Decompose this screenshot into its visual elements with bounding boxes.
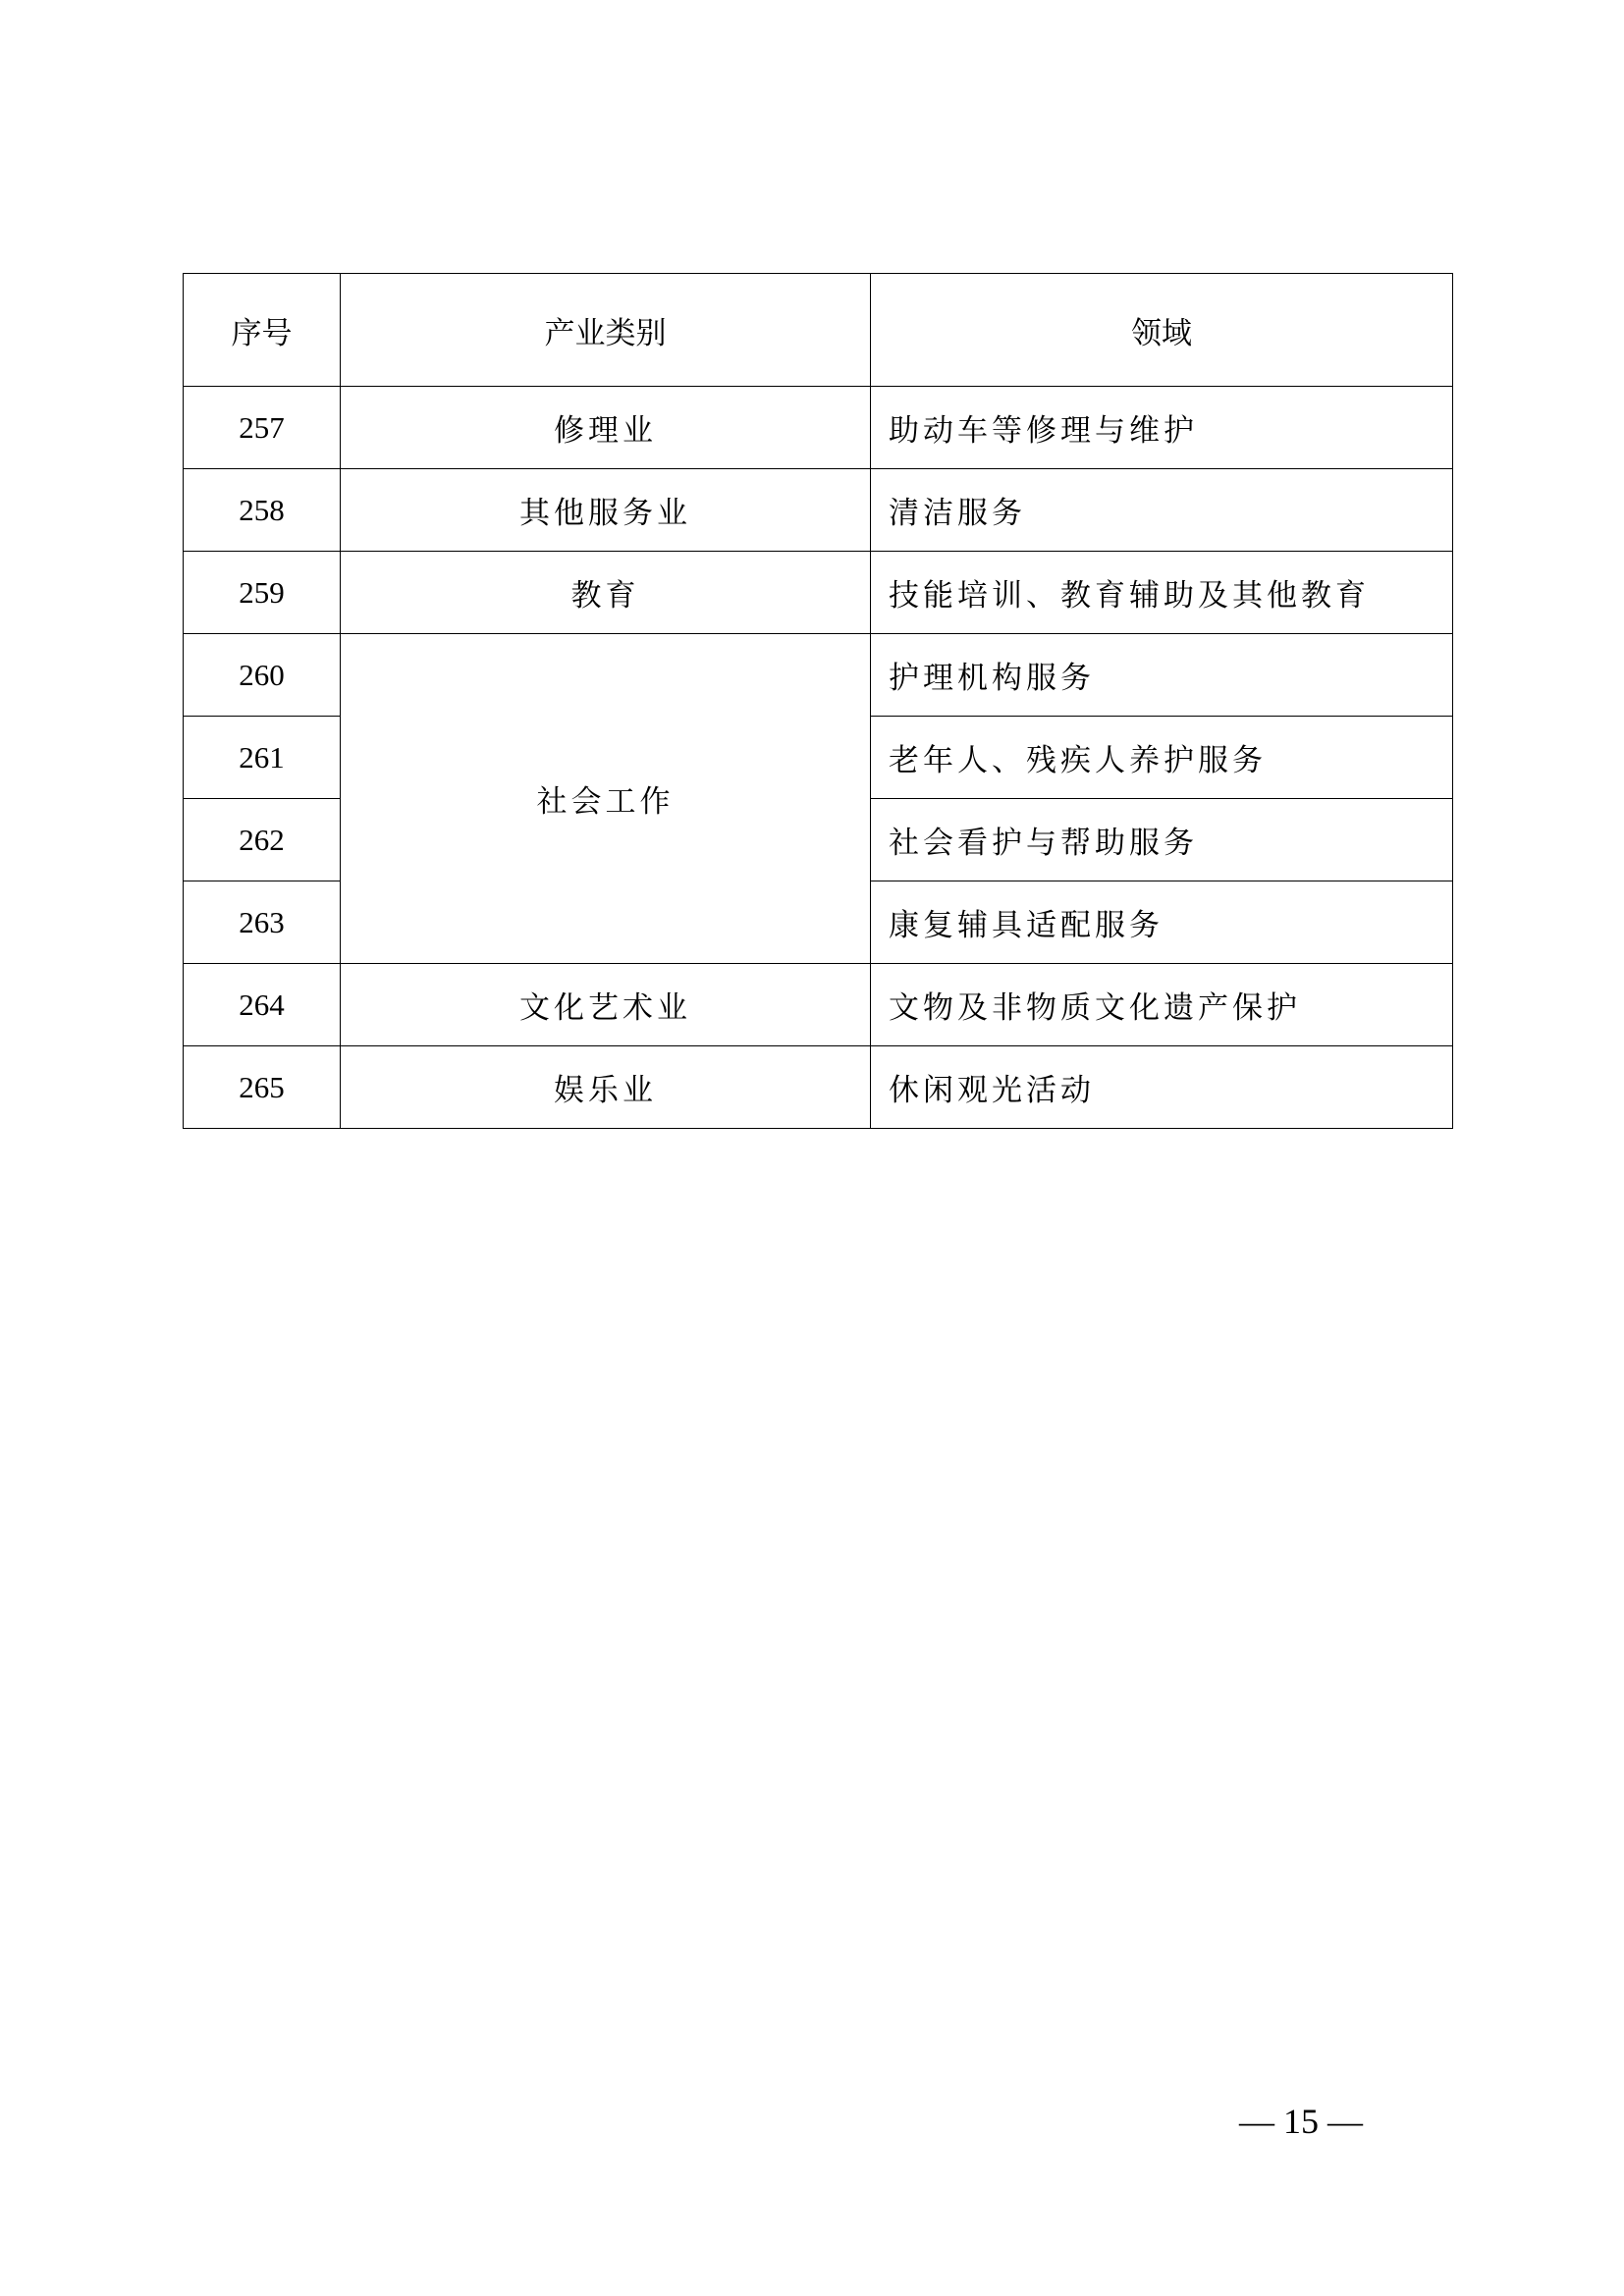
header-field: 领域	[871, 274, 1453, 387]
row-field: 助动车等修理与维护	[871, 387, 1453, 469]
row-index: 258	[184, 469, 341, 552]
industry-table	[183, 273, 1453, 1129]
header-category: 产业类别	[341, 274, 871, 387]
header-index: 序号	[184, 274, 341, 387]
row-field: 康复辅具适配服务	[871, 881, 1453, 964]
table-row	[184, 1046, 1453, 1129]
row-index: 265	[184, 1046, 341, 1129]
row-category: 娱乐业	[341, 1046, 871, 1129]
table-row	[184, 634, 1453, 717]
row-index: 262	[184, 799, 341, 881]
table-row	[184, 552, 1453, 634]
row-field: 休闲观光活动	[871, 1046, 1453, 1129]
row-field: 护理机构服务	[871, 634, 1453, 717]
row-index: 261	[184, 717, 341, 799]
row-category: 修理业	[341, 387, 871, 469]
row-index: 263	[184, 881, 341, 964]
row-category-merged: 社会工作	[341, 634, 871, 964]
table-row	[184, 469, 1453, 552]
table-row	[184, 964, 1453, 1046]
row-field: 技能培训、教育辅助及其他教育	[871, 552, 1453, 634]
row-category: 其他服务业	[341, 469, 871, 552]
row-field: 文物及非物质文化遗产保护	[871, 964, 1453, 1046]
row-category: 教育	[341, 552, 871, 634]
table-header-row	[184, 274, 1453, 387]
row-index: 260	[184, 634, 341, 717]
row-field: 清洁服务	[871, 469, 1453, 552]
page-number: — 15 —	[1239, 2102, 1363, 2141]
row-index: 264	[184, 964, 341, 1046]
row-category: 文化艺术业	[341, 964, 871, 1046]
row-index: 257	[184, 387, 341, 469]
table-row	[184, 387, 1453, 469]
row-index: 259	[184, 552, 341, 634]
row-field: 老年人、残疾人养护服务	[871, 717, 1453, 799]
row-field: 社会看护与帮助服务	[871, 799, 1453, 881]
